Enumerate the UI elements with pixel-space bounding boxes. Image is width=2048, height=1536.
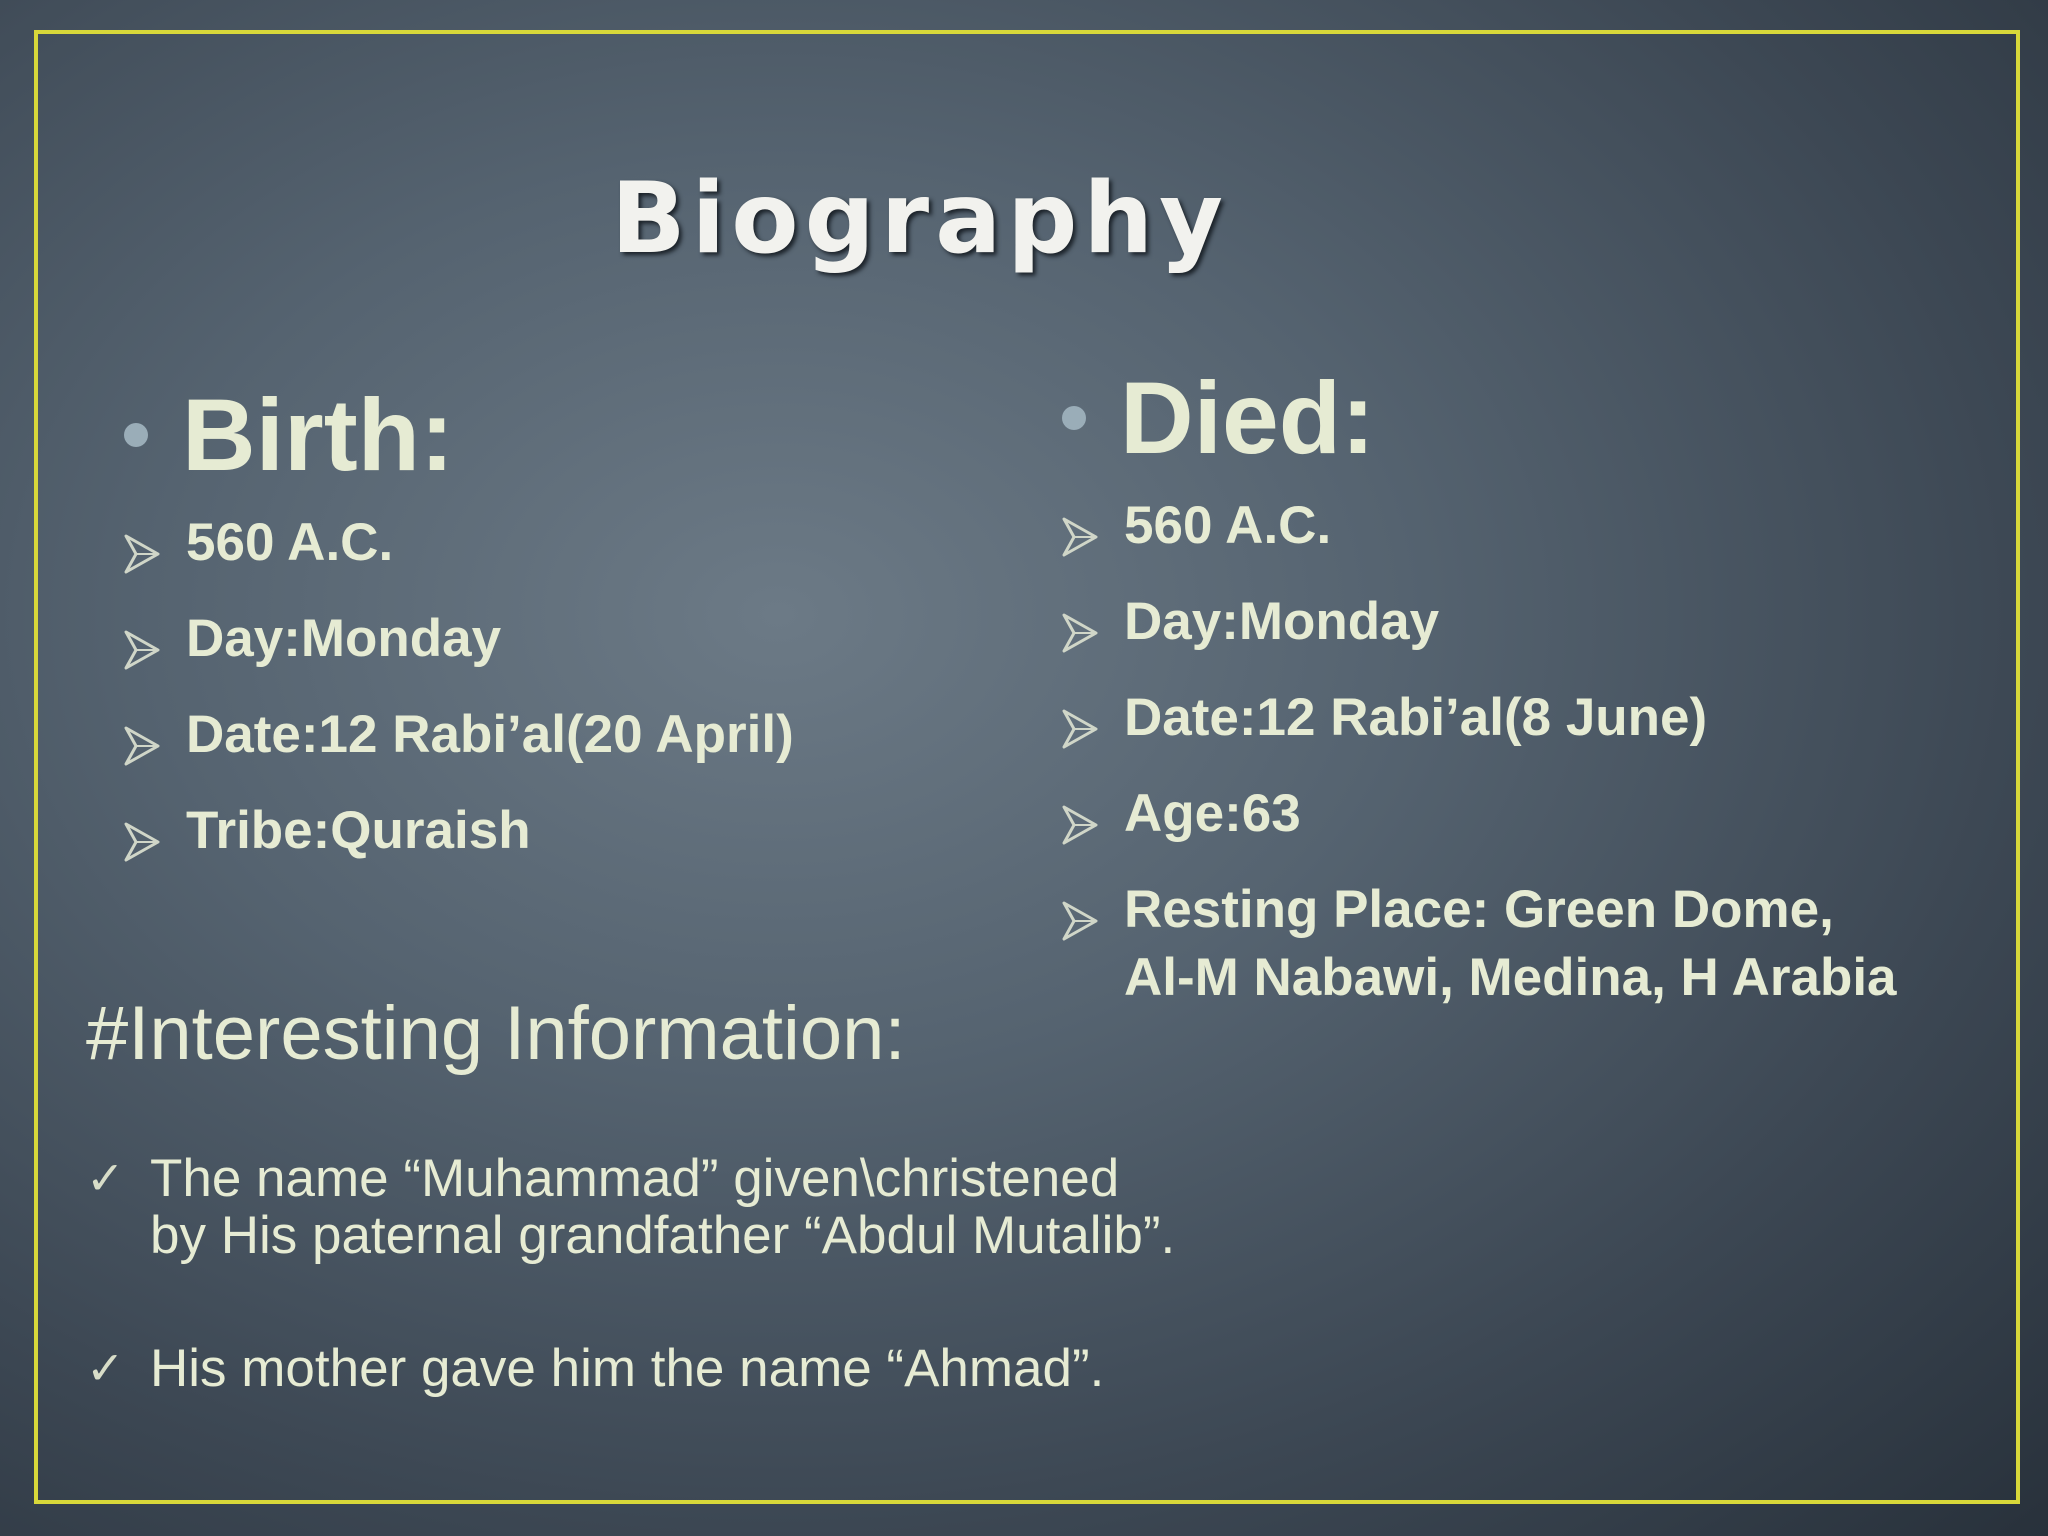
list-item bbox=[124, 797, 794, 879]
list-item bbox=[124, 701, 794, 783]
arrowhead-bullet-icon bbox=[1062, 794, 1124, 862]
died-day: Day:Monday bbox=[1124, 592, 1440, 651]
list-item bbox=[124, 509, 794, 591]
arrowhead-bullet-icon bbox=[1062, 602, 1124, 670]
list-item bbox=[86, 1340, 1175, 1397]
birth-tribe: Tribe:Quraish bbox=[186, 801, 531, 860]
birth-year: 560 A.C. bbox=[186, 513, 394, 572]
arrowhead-bullet-icon bbox=[1062, 506, 1124, 574]
list-item bbox=[86, 1150, 1175, 1264]
arrowhead-bullet-icon bbox=[124, 523, 186, 591]
died-year: 560 A.C. bbox=[1124, 496, 1332, 555]
list-item bbox=[124, 605, 794, 687]
arrowhead-bullet-icon bbox=[124, 619, 186, 687]
interesting-list bbox=[86, 1150, 1175, 1473]
arrowhead-bullet-icon bbox=[1062, 698, 1124, 766]
list-item bbox=[1062, 684, 1897, 766]
interesting-heading: #Interesting Information: bbox=[86, 991, 906, 1076]
interesting-item-mother: His mother gave him the name “Ahmad”. bbox=[150, 1339, 1105, 1398]
dot-bullet-icon bbox=[1062, 406, 1086, 430]
died-heading: Died: bbox=[1120, 361, 1375, 475]
died-resting-place: Resting Place: Green Dome, Al-M Nabawi, Medina, H Arabia bbox=[1124, 880, 1897, 1007]
checkmark-icon: ✓ bbox=[86, 1342, 125, 1394]
birth-day: Day:Monday bbox=[186, 609, 502, 668]
list-item bbox=[1062, 780, 1897, 862]
list-item bbox=[1062, 492, 1897, 574]
birth-heading: Birth: bbox=[182, 378, 454, 492]
died-date: Date:12 Rabi’al(8 June) bbox=[1124, 688, 1708, 747]
checkmark-icon: ✓ bbox=[86, 1152, 125, 1204]
died-list bbox=[1062, 492, 1897, 1012]
arrowhead-bullet-icon bbox=[1062, 890, 1124, 958]
slide-title: Biography bbox=[610, 162, 1230, 276]
died-age: Age:63 bbox=[1124, 784, 1301, 843]
arrowhead-bullet-icon bbox=[124, 811, 186, 879]
arrowhead-bullet-icon bbox=[124, 715, 186, 783]
dot-bullet-icon bbox=[124, 423, 148, 447]
birth-date: Date:12 Rabi’al(20 April) bbox=[186, 705, 794, 764]
list-item bbox=[1062, 588, 1897, 670]
birth-section bbox=[124, 375, 794, 879]
died-heading-row bbox=[1062, 358, 1897, 478]
died-section bbox=[1062, 358, 1897, 1012]
interesting-item-name: The name “Muhammad” given\christened by His paternal grandfather “Abdul Mutalib”. bbox=[150, 1149, 1176, 1265]
birth-heading-row bbox=[124, 375, 794, 495]
list-item bbox=[1062, 876, 1897, 1012]
birth-list bbox=[124, 509, 794, 879]
